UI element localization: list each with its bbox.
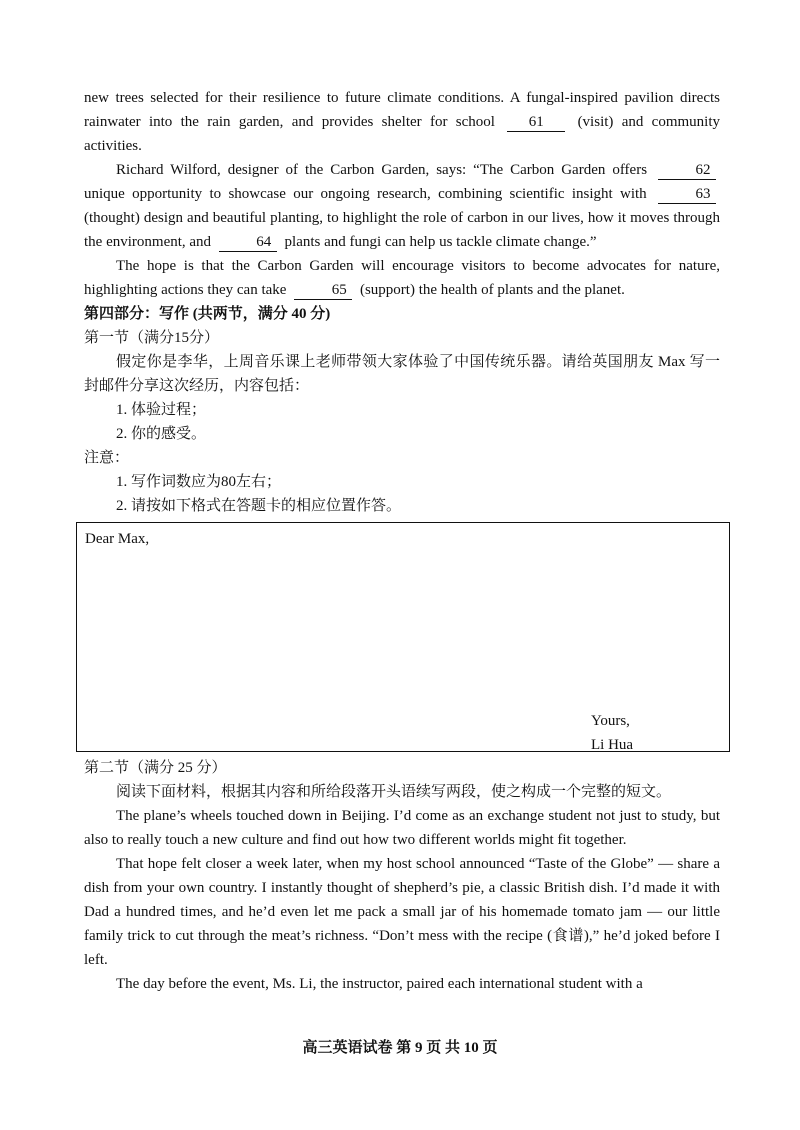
prompt-item: 2. 你的感受。 xyxy=(116,426,207,442)
section-title: 第一节（满分15分） xyxy=(84,330,220,346)
blank-61: 61 xyxy=(507,113,565,132)
passage-paragraph xyxy=(84,86,720,158)
story-paragraph: The plane’s wheels touched down in Beijing. I’d come as an exchange student not just to study, but also to really touch a new culture and find out how two different worlds might fit together. xyxy=(84,808,720,848)
note-label: 注意： xyxy=(84,450,130,466)
letter-greeting: Dear Max, xyxy=(85,531,150,547)
text: (visit) and community activities. xyxy=(84,114,721,154)
letter-format-box xyxy=(76,522,730,752)
text: (thought) design and beautiful planting, to highlight the role of carbon in our lives, how it moves through the environment, and xyxy=(84,210,720,250)
note-item: 1. 写作词数应为80左右； xyxy=(116,474,282,490)
continuation-prompt: 阅读下面材料，根据其内容和所给段落开头语续写两段，使之构成一个完整的短文。 xyxy=(116,784,672,800)
text: (support) the health of plants and the planet. xyxy=(359,282,625,298)
page-footer: 高三英语试卷 第 9 页 共 10 页 xyxy=(302,1040,498,1056)
writing-prompt: 假定你是李华，上周音乐课上老师带领大家体验了中国传统乐器。请给英国朋友 Max 写一封邮件分享这次经历，内容包括： xyxy=(84,354,720,394)
story-paragraph: That hope felt closer a week later, when my host school announced “Taste of the Globe” — share a dish from your own country. I instantly thought of shepherd’s pie, a classic British dish. I’d made it with Dad a hundred times, and he’d even let me pack a small jar of his homemade tomato jam — our little family trick to cut through the meat’s richness. “Don’t mess with the recipe (食谱),” he’d joked before I left. xyxy=(84,856,720,968)
passage-paragraph xyxy=(84,158,720,254)
passage-paragraph xyxy=(84,254,720,302)
text: The hope is that the Carbon Garden will encourage visitors to become advocates for nature, highlighting actions they can take xyxy=(84,258,720,298)
prompt-item: 1. 体验过程； xyxy=(116,402,207,418)
page-content xyxy=(84,86,720,996)
text: Richard Wilford, designer of the Carbon Garden, says: “The Carbon Garden offers xyxy=(116,162,648,178)
blank-65: 65 xyxy=(294,281,352,300)
text: new trees selected for their resilience to future climate conditions. A fungal-inspired pavilion directs rainwater into the rain garden, and provides shelter for school xyxy=(84,90,720,130)
blank-63: 63 xyxy=(658,185,716,204)
section-title: 第二节（满分 25 分） xyxy=(84,760,227,776)
letter-closing: Yours, xyxy=(591,713,630,729)
part-title: 第四部分：写作 (共两节，满分 40 分) xyxy=(84,306,331,322)
text: unique opportunity to showcase our ongoing research, combining scientific insight with xyxy=(84,186,647,202)
note-item: 2. 请按如下格式在答题卡的相应位置作答。 xyxy=(116,498,402,514)
blank-62: 62 xyxy=(658,161,716,180)
story-paragraph: The day before the event, Ms. Li, the instructor, paired each international student with a xyxy=(116,976,643,992)
blank-64: 64 xyxy=(219,233,277,252)
letter-signature: Li Hua xyxy=(591,737,634,753)
text: plants and fungi can help us tackle climate change.” xyxy=(284,234,597,250)
